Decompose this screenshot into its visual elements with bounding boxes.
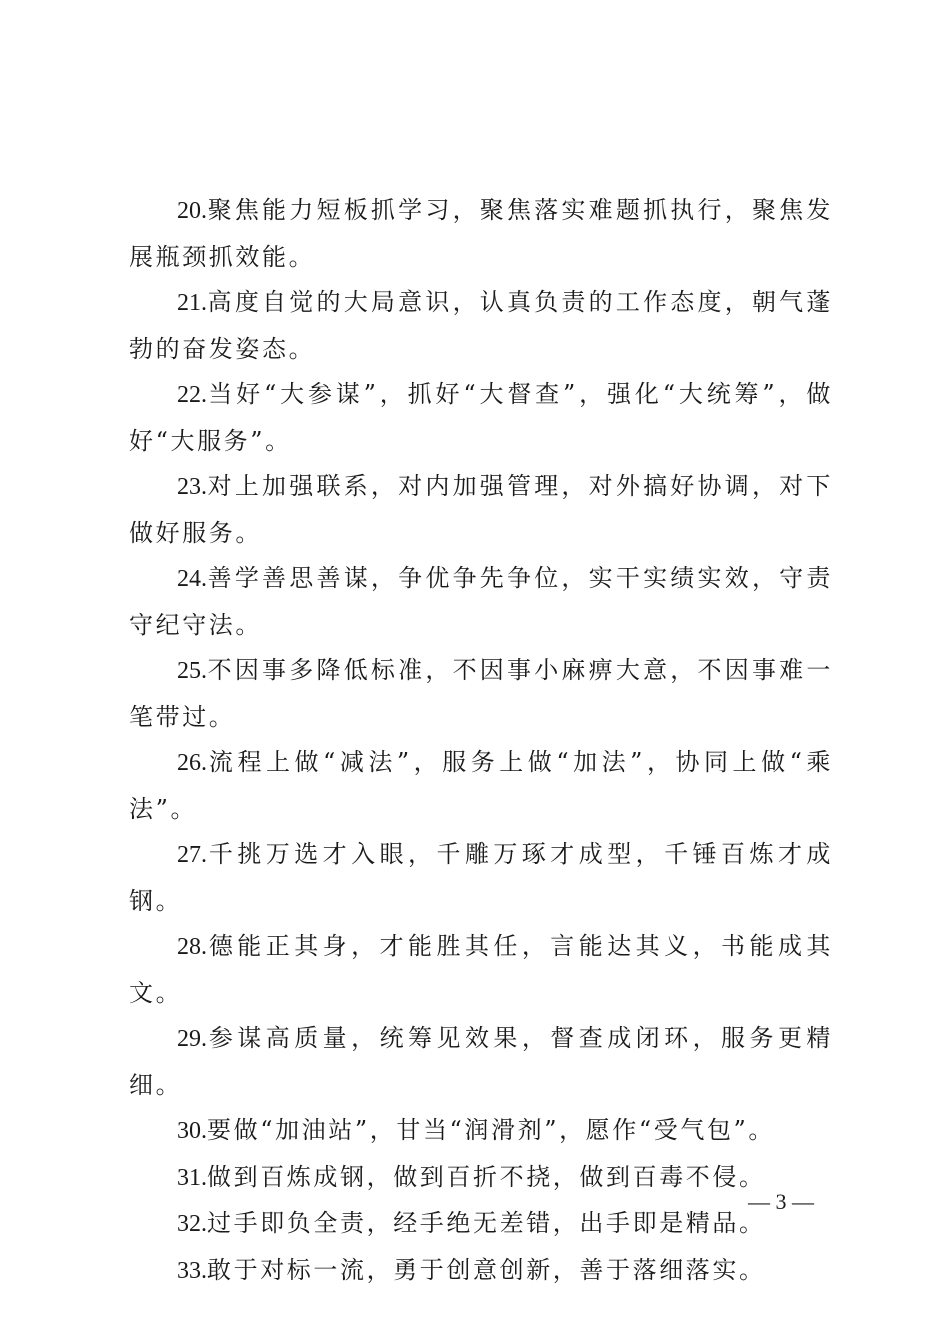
list-item <box>129 464 833 556</box>
item-text: 流程上做“减法”，服务上做“加法”，协同上做“乘法”。 <box>129 748 833 823</box>
item-number: 24. <box>177 566 207 592</box>
item-number: 25. <box>177 658 207 684</box>
list-item <box>129 372 833 464</box>
list-item <box>129 832 833 924</box>
item-number: 22. <box>177 382 207 408</box>
item-text: 千挑万选才入眼，千雕万琢才成型，千锤百炼才成钢。 <box>129 840 833 915</box>
item-number: 30. <box>177 1118 207 1144</box>
item-number: 28. <box>177 934 207 960</box>
item-text: 做到百炼成钢，做到百折不挠，做到百毒不侵。 <box>207 1162 766 1191</box>
item-text: 当好“大参谋”，抓好“大督查”，强化“大统筹”，做好“大服务”。 <box>129 380 833 455</box>
list-item <box>129 1016 833 1108</box>
item-text: 要做“加油站”，甘当“润滑剂”，愿作“受气包”。 <box>207 1116 776 1144</box>
item-number: 26. <box>177 750 207 776</box>
item-number: 20. <box>177 198 207 224</box>
list-item <box>129 1248 833 1295</box>
list-item <box>129 648 833 740</box>
item-number: 33. <box>177 1257 207 1284</box>
list-item <box>129 1155 833 1202</box>
list-item <box>129 1201 833 1248</box>
list-item <box>129 556 833 648</box>
item-number: 32. <box>177 1211 207 1237</box>
page-number: — 3 — <box>748 1189 814 1214</box>
item-text: 参谋高质量，统筹见效果，督查成闭环，服务更精细。 <box>129 1024 833 1099</box>
item-number: 23. <box>177 474 207 500</box>
item-text: 对上加强联系，对内加强管理，对外搞好协调，对下做好服务。 <box>129 472 833 547</box>
list-item <box>129 740 833 832</box>
list-item <box>129 188 833 280</box>
item-number: 27. <box>177 842 207 868</box>
item-text: 德能正其身，才能胜其任，言能达其义，书能成其文。 <box>129 932 833 1007</box>
item-text: 过手即负全责，经手绝无差错，出手即是精品。 <box>207 1209 766 1237</box>
list-item <box>129 1108 833 1155</box>
item-text: 敢于对标一流，勇于创意创新，善于落细落实。 <box>207 1255 766 1284</box>
item-text: 不因事多降低标准，不因事小麻痹大意，不因事难一笔带过。 <box>129 656 833 731</box>
item-number: 21. <box>177 290 207 316</box>
item-number: 31. <box>177 1164 207 1191</box>
list-item <box>129 280 833 372</box>
item-text: 高度自觉的大局意识，认真负责的工作态度，朝气蓬勃的奋发姿态。 <box>129 288 833 363</box>
item-text: 善学善思善谋，争优争先争位，实干实绩实效，守责守纪守法。 <box>129 564 833 639</box>
item-number: 29. <box>177 1026 207 1052</box>
numbered-list <box>129 188 833 1294</box>
list-item <box>129 924 833 1016</box>
item-text: 聚焦能力短板抓学习，聚焦落实难题抓执行，聚焦发展瓶颈抓效能。 <box>129 196 833 271</box>
